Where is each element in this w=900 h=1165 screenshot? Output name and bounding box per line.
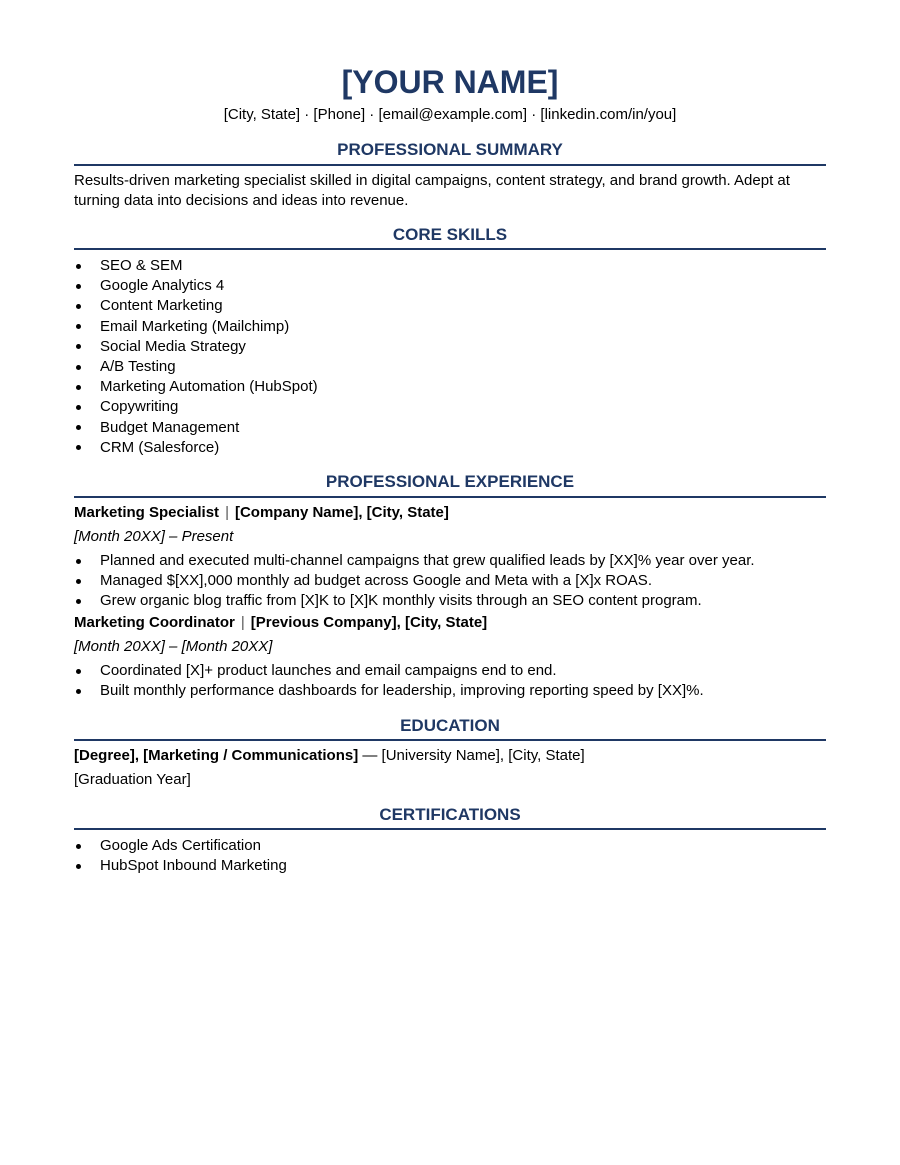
title-separator: | [225, 504, 229, 521]
education-line [74, 746, 826, 766]
section-divider [74, 496, 826, 498]
skill-item: SEO & SEM [74, 256, 826, 276]
job-bullet: Coordinated [X]+ product launches and email campaigns end to end. [74, 661, 826, 681]
skills-list [74, 256, 826, 458]
job-company: [Company Name], [City, State] [234, 504, 449, 521]
certifications-list [74, 836, 826, 876]
contact-line: [City, State] · [Phone] · [email@example.com] · [linkedin.com/in/you] [223, 106, 677, 123]
job-company: [Previous Company], [City, State] [250, 614, 488, 631]
skill-item: Email Marketing (Mailchimp) [74, 317, 826, 337]
job-dates: [Month 20XX] – [Month 20XX] [74, 638, 273, 655]
skill-item: Marketing Automation (HubSpot) [74, 377, 826, 397]
section-title-education: EDUCATION [400, 716, 500, 735]
education-school: — [University Name], [City, State] [358, 747, 585, 764]
section-title-summary: PROFESSIONAL SUMMARY [337, 140, 563, 159]
section-divider [74, 828, 826, 830]
section-divider [74, 739, 826, 741]
job-title: Marketing Coordinator [74, 614, 235, 631]
job-bullet: Planned and executed multi-channel campaigns that grew qualified leads by [XX]% year over year. [74, 551, 826, 571]
job-bullet: Managed $[XX],000 monthly ad budget across Google and Meta with a [X]x ROAS. [74, 571, 826, 591]
skill-item: Google Analytics 4 [74, 276, 826, 296]
graduation-year: [Graduation Year] [74, 771, 191, 788]
candidate-name: [YOUR NAME] [341, 64, 559, 100]
skill-item: CRM (Salesforce) [74, 438, 826, 458]
education-degree: [Degree], [Marketing / Communications] [74, 747, 359, 764]
skill-item: Social Media Strategy [74, 337, 826, 357]
section-divider [74, 164, 826, 166]
section-title-certifications: CERTIFICATIONS [379, 805, 521, 824]
summary-text: Results-driven marketing specialist skilled in digital campaigns, content strategy, and brand growth. Adept at turning data into decisions and ideas into revenue. [74, 172, 790, 209]
skill-item: Budget Management [74, 418, 826, 438]
job-heading [74, 613, 826, 633]
skill-item: A/B Testing [74, 357, 826, 377]
skill-item: Content Marketing [74, 296, 826, 316]
job-bullet: Grew organic blog traffic from [X]K to [X]K monthly visits through an SEO content program. [74, 591, 826, 611]
job-bullet: Built monthly performance dashboards for leadership, improving reporting speed by [XX]%. [74, 681, 826, 701]
certification-item: HubSpot Inbound Marketing [74, 856, 826, 876]
title-separator: | [240, 614, 245, 631]
job-title: Marketing Specialist [74, 504, 220, 521]
section-title-skills: CORE SKILLS [392, 225, 508, 244]
certification-item: Google Ads Certification [74, 836, 826, 856]
job-bullets [74, 551, 826, 611]
section-title-experience: PROFESSIONAL EXPERIENCE [325, 472, 575, 491]
section-divider [74, 248, 826, 250]
job-bullets [74, 661, 826, 701]
job-dates: [Month 20XX] – Present [74, 528, 234, 545]
skill-item: Copywriting [74, 397, 826, 417]
job-heading [74, 503, 826, 523]
